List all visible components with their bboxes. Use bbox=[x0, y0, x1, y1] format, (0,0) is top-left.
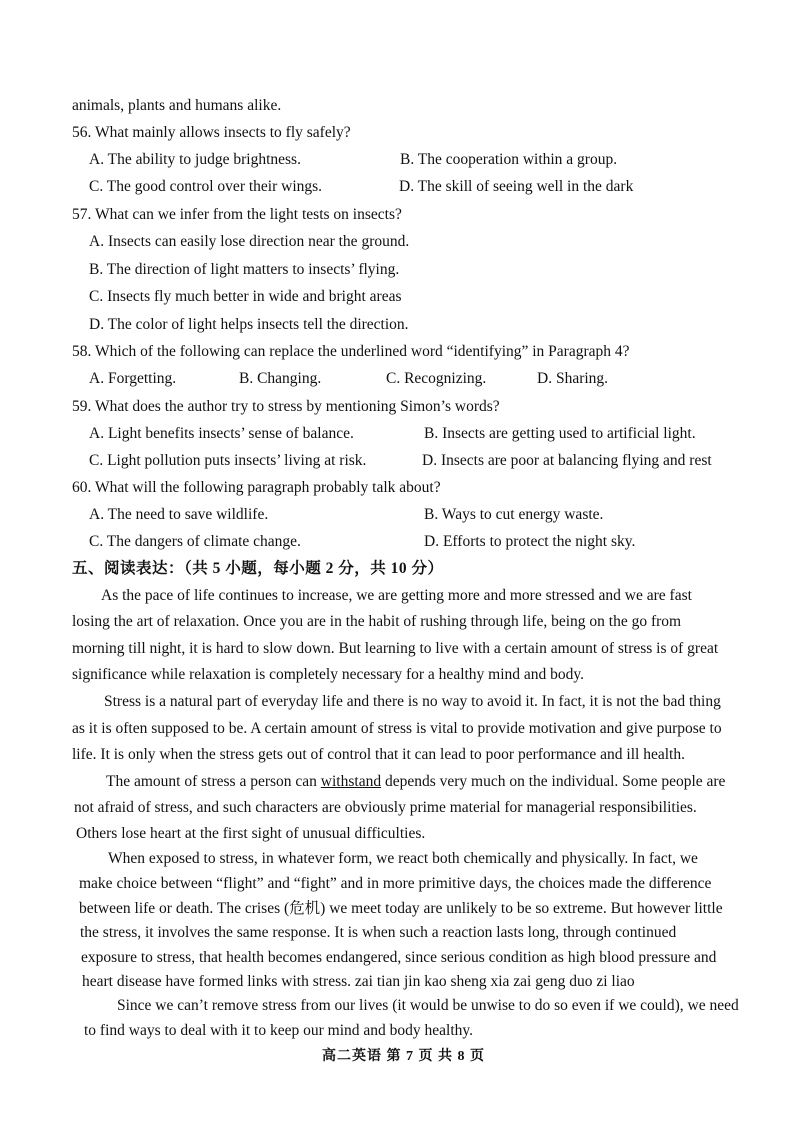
question-57-stem: 57. What can we infer from the light tests on insects? bbox=[72, 206, 402, 223]
passage-line: life. It is only when the stress gets out of control that it can lead to poor performance and ill health. bbox=[72, 746, 685, 763]
question-60-option-d: D. Efforts to protect the night sky. bbox=[424, 533, 636, 550]
question-58-option-c: C. Recognizing. bbox=[386, 370, 487, 387]
passage-line: between life or death. The crises (危机) we meet today are unlikely to be so extreme. But however little bbox=[79, 900, 723, 917]
question-60-option-a: A. The need to save wildlife. bbox=[89, 506, 269, 523]
passage-line: make choice between “flight” and “fight” and in more primitive days, the choices made the difference bbox=[79, 875, 712, 892]
question-56-option-b: B. The cooperation within a group. bbox=[400, 151, 618, 168]
question-57-option-a: A. Insects can easily lose direction near the ground. bbox=[89, 233, 410, 250]
question-57-option-c: C. Insects fly much better in wide and bright areas bbox=[89, 288, 402, 305]
passage-line: As the pace of life continues to increase, we are getting more and more stressed and we are fast bbox=[101, 587, 692, 604]
passage-line bbox=[106, 772, 725, 792]
question-56-option-c: C. The good control over their wings. bbox=[89, 178, 323, 195]
question-59-option-b: B. Insects are getting used to artificial light. bbox=[424, 425, 696, 442]
question-59-option-a: A. Light benefits insects’ sense of balance. bbox=[89, 425, 354, 442]
passage-text: depends very much on the individual. Some people are bbox=[381, 773, 726, 790]
passage-line: the stress, it involves the same response. It is when such a reaction lasts long, through continued bbox=[80, 924, 677, 941]
question-59-option-c: C. Light pollution puts insects’ living at risk. bbox=[89, 452, 367, 469]
section-heading: 五、阅读表达：（共 5 小题，每小题 2 分，共 10 分） bbox=[72, 560, 444, 577]
passage-line: exposure to stress, that health becomes endangered, since serious condition as high blood pressure and bbox=[81, 949, 717, 966]
question-60-option-b: B. Ways to cut energy waste. bbox=[424, 506, 604, 523]
question-59-stem: 59. What does the author try to stress by mentioning Simon’s words? bbox=[72, 398, 500, 415]
question-60-stem: 60. What will the following paragraph probably talk about? bbox=[72, 479, 441, 496]
question-56-option-a: A. The ability to judge brightness. bbox=[89, 151, 301, 168]
question-56-option-d: D. The skill of seeing well in the dark bbox=[399, 178, 634, 195]
underlined-word-withstand: withstand bbox=[320, 773, 382, 790]
question-59-option-d: D. Insects are poor at balancing flying and rest bbox=[422, 452, 712, 469]
continuation-line: animals, plants and humans alike. bbox=[72, 97, 282, 114]
passage-line: Since we can’t remove stress from our lives (it would be unwise to do so even if we could), we need bbox=[117, 997, 739, 1014]
passage-line: morning till night, it is hard to slow down. But learning to live with a certain amount of stress is of great bbox=[72, 640, 719, 657]
passage-line: significance while relaxation is completely necessary for a healthy mind and body. bbox=[72, 666, 585, 683]
question-58-option-d: D. Sharing. bbox=[537, 370, 609, 387]
question-60-option-c: C. The dangers of climate change. bbox=[89, 533, 301, 550]
passage-line: to find ways to deal with it to keep our mind and body healthy. bbox=[84, 1022, 474, 1039]
passage-line: losing the art of relaxation. Once you are in the habit of rushing through life, being on the go from bbox=[72, 613, 682, 630]
passage-text: The amount of stress a person can bbox=[106, 773, 321, 790]
page-footer: 高二英语 第 7 页 共 8 页 bbox=[322, 1049, 485, 1064]
question-58-option-a: A. Forgetting. bbox=[89, 370, 177, 387]
question-58-option-b: B. Changing. bbox=[239, 370, 322, 387]
passage-line: Stress is a natural part of everyday life and there is no way to avoid it. In fact, it is not the bad thing bbox=[104, 693, 721, 710]
question-56-stem: 56. What mainly allows insects to fly safely? bbox=[72, 124, 351, 141]
passage-line: When exposed to stress, in whatever form, we react both chemically and physically. In fact, we bbox=[108, 850, 698, 867]
passage-line: as it is often supposed to be. A certain amount of stress is vital to provide motivation and give purpose to bbox=[72, 720, 722, 737]
question-57-option-b: B. The direction of light matters to insects’ flying. bbox=[89, 261, 400, 278]
passage-line: heart disease have formed links with stress. zai tian jin kao sheng xia zai geng duo zi liao bbox=[82, 973, 635, 990]
question-58-stem: 58. Which of the following can replace the underlined word “identifying” in Paragraph 4? bbox=[72, 343, 630, 360]
passage-line: not afraid of stress, and such characters are obviously prime material for managerial responsibilities. bbox=[74, 799, 697, 816]
passage-line: Others lose heart at the first sight of unusual difficulties. bbox=[76, 825, 426, 842]
question-57-option-d: D. The color of light helps insects tell the direction. bbox=[89, 316, 409, 333]
